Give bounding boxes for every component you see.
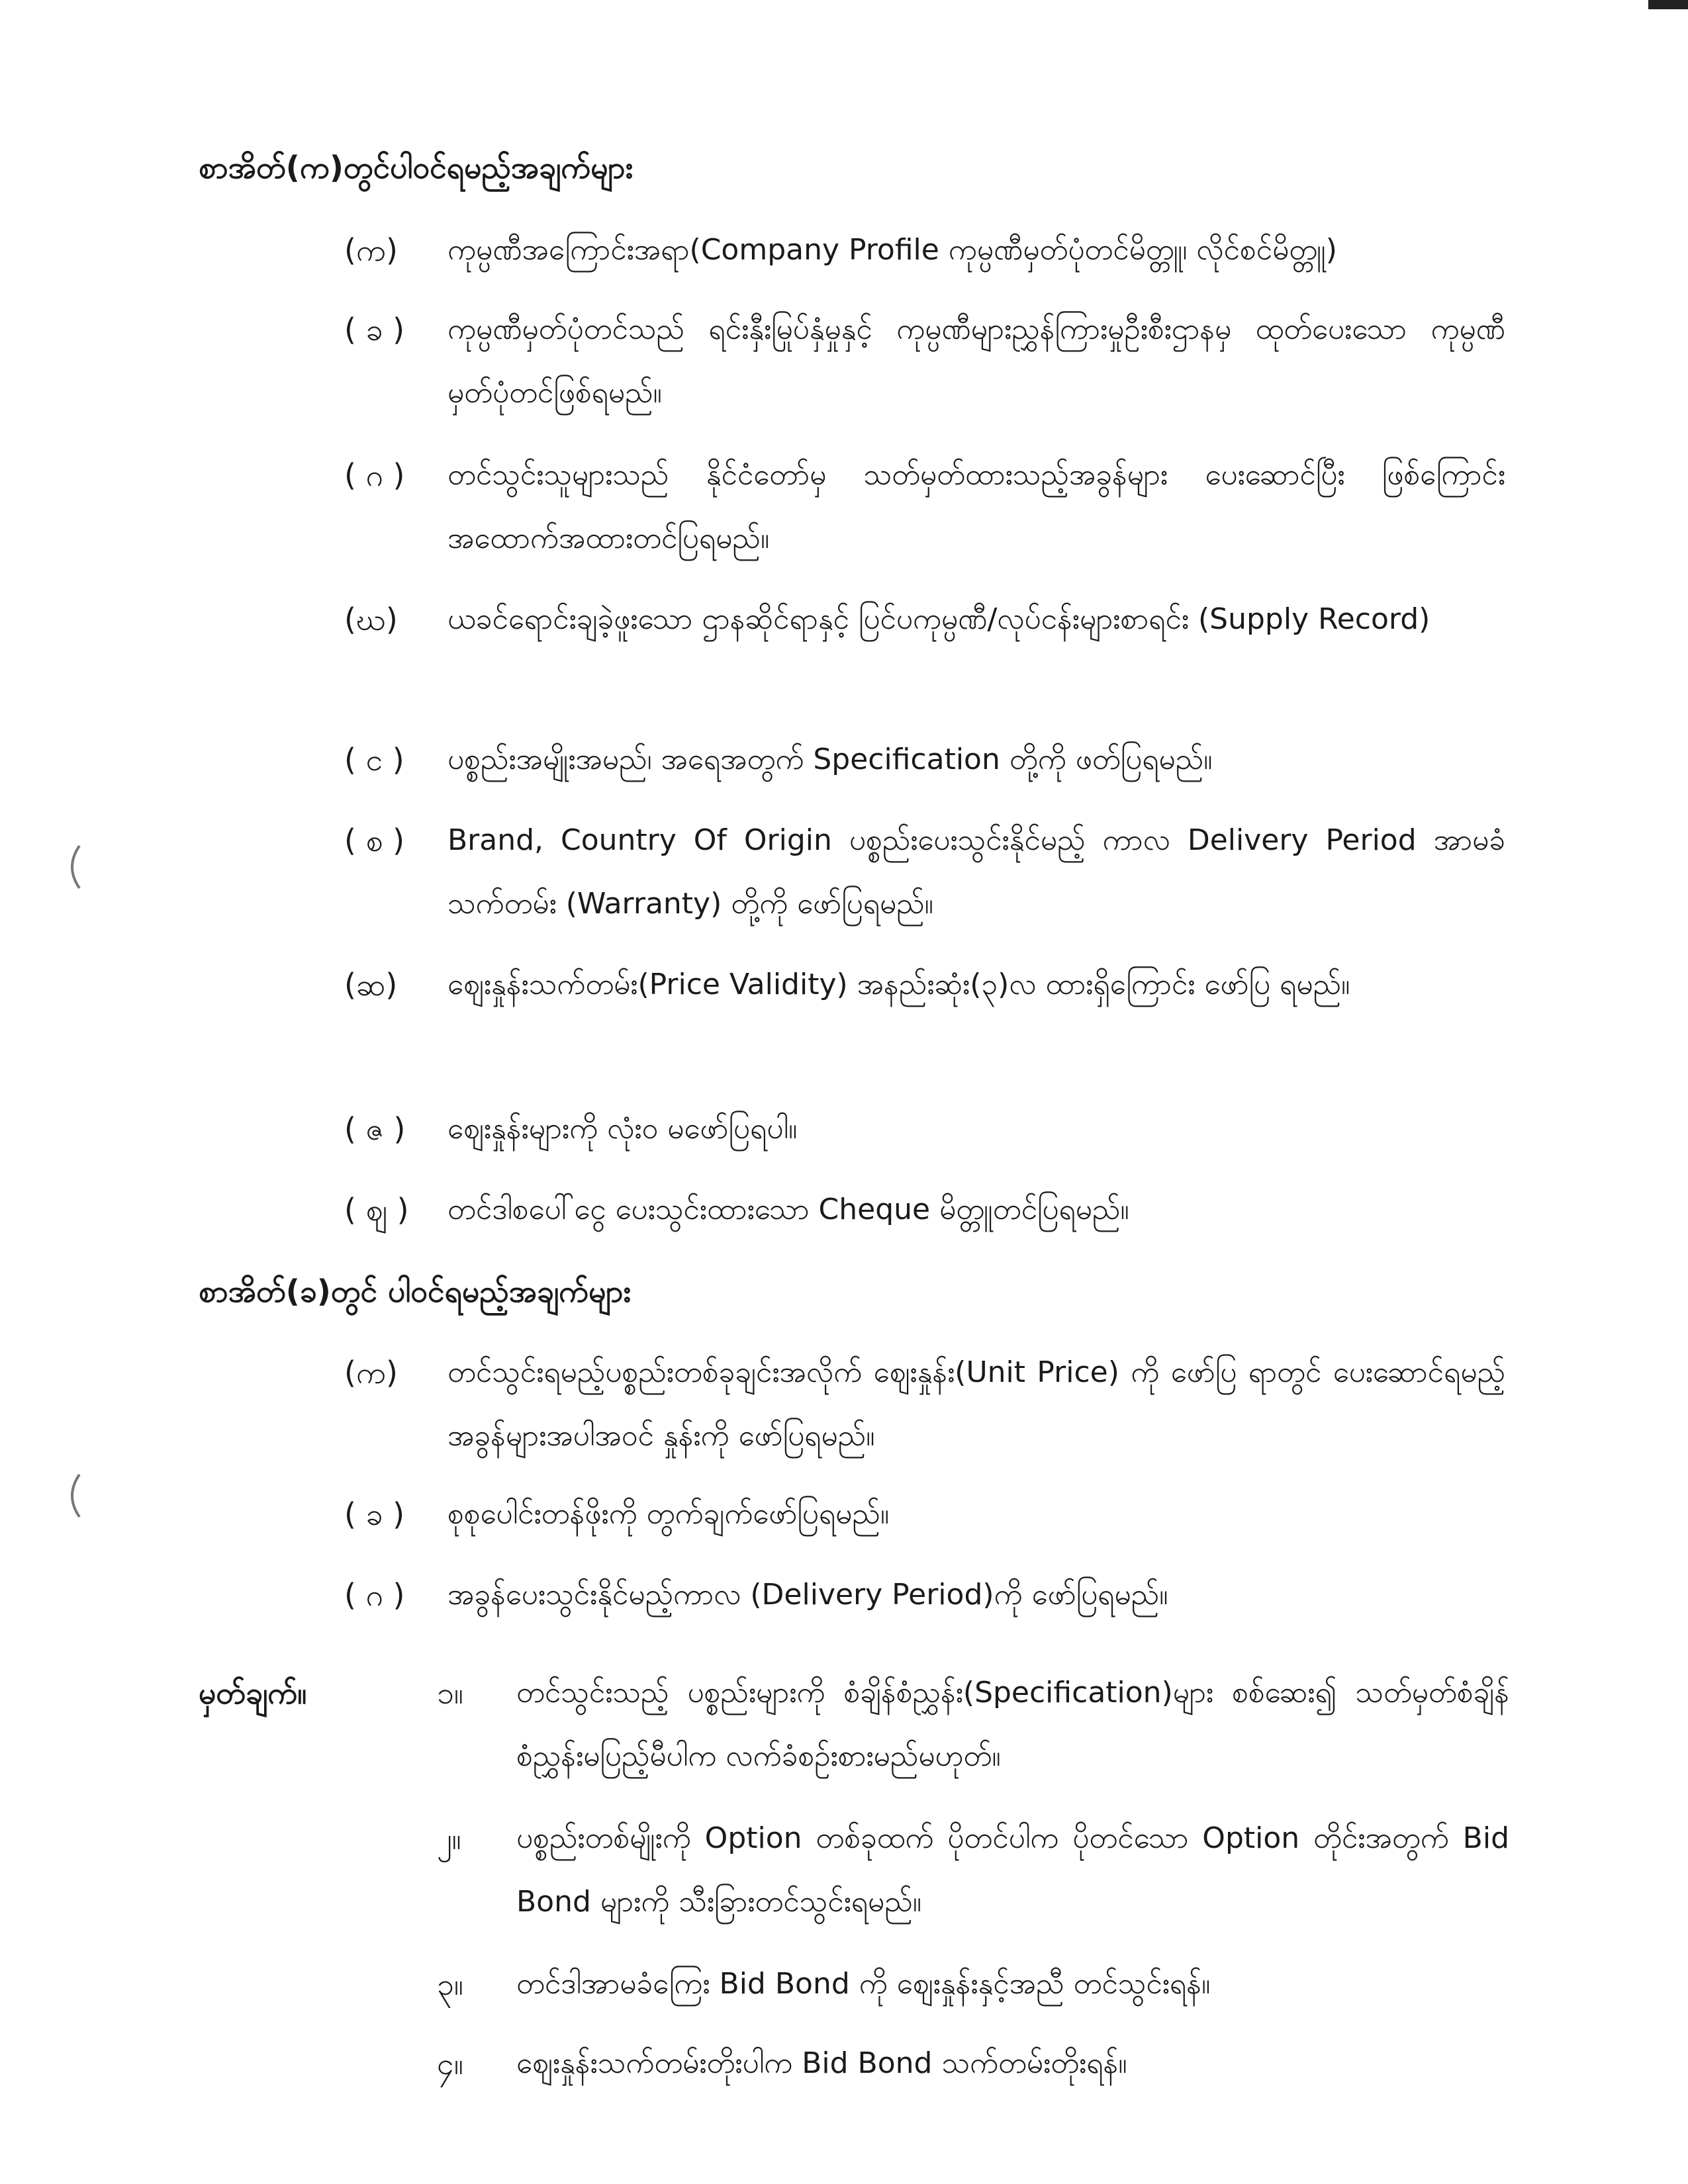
item-marker: (က): [344, 232, 398, 268]
item-marker: (ဃ): [344, 602, 398, 637]
item-text: ဈေးနှုန်းသက်တမ်း(Price Validity) အနည်းဆုံး(၃)လ ထားရှိကြောင်း ဖော်ပြ ရမည်။: [447, 968, 1350, 1001]
note-marker: ၂။: [437, 1821, 461, 1856]
item-marker: ( င ): [344, 742, 404, 778]
binder-hole-mark-upper: [60, 841, 99, 893]
note-text: ပစ္စည်းတစ်မျိုးကို Option တစ်ခုထက် ပိုတင်ပါက ပိုတင်သော Option တိုင်းအတွက် Bid Bond များကို သီးခြားတင်သွင်းရမည်။: [516, 1821, 1509, 1919]
item-text: ယခင်ရောင်းချခဲ့ဖူးသော ဌာနဆိုင်ရာနှင့် ပြင်ပကုမ္ပဏီ/လုပ်ငန်းများစာရင်း (Supply Record): [447, 602, 1430, 636]
item-text: စုစုပေါင်းတန်ဖိုးကို တွက်ချက်ဖော်ပြရမည်။: [447, 1497, 890, 1531]
item-text: တင်သွင်းသူများသည် နိုင်ငံတော်မှ သတ်မှတ်ထားသည့်အခွန်များ ပေးဆောင်ပြီး ဖြစ်ကြောင်း အထောက်အထားတင်ပြရမည်။: [447, 458, 1505, 555]
item-text: ကုမ္ပဏီအကြောင်းအရာ(Company Profile ကုမ္ပဏီမှတ်ပုံတင်မိတ္တူ၊ လိုင်စင်မိတ္တူ): [447, 233, 1337, 267]
item-text: တင်ဒါစပေါ်ငွေ ပေးသွင်းထားသော Cheque မိတ္တူတင်ပြရမည်။: [447, 1193, 1129, 1226]
section-a-heading: စာအိတ်(က)တွင်ပါဝင်ရမည့်အချက်များ: [199, 150, 633, 185]
binder-hole-mark-lower: [60, 1469, 99, 1522]
item-marker: ( စ ): [344, 823, 405, 858]
item-text: အခွန်ပေးသွင်းနိုင်မည့်ကာလ (Delivery Period)ကို ဖော်ပြရမည်။: [447, 1578, 1168, 1612]
item-text: ကုမ္ပဏီမှတ်ပုံတင်သည် ရင်းနှီးမြုပ်နှံမှုနှင့် ကုမ္ပဏီများညွှန်ကြားမှုဦးစီးဌာနမှ ထုတ်ပေးသော ကုမ္ပဏီမှတ်ပုံတင်ဖြစ်ရမည်။: [447, 312, 1505, 410]
item-marker: ( ဂ ): [344, 457, 405, 493]
item-marker: (က): [344, 1355, 398, 1390]
item-text: ပစ္စည်းအမျိုးအမည်၊ အရေအတွက် Specification တို့ကို ဖတ်ပြရမည်။: [447, 743, 1213, 776]
item-marker: (ဆ): [344, 967, 398, 1003]
item-marker: ( ဂ ): [344, 1577, 405, 1613]
note-text: တင်ဒါအာမခံကြေး Bid Bond ကို ဈေးနှုန်းနှင့်အညီ တင်သွင်းရန်။: [516, 1967, 1211, 2001]
section-b-heading: စာအိတ်(ခ)တွင် ပါဝင်ရမည့်အချက်များ: [199, 1273, 632, 1309]
item-marker: ( ခ ): [344, 1496, 405, 1532]
note-text: တင်သွင်းသည့် ပစ္စည်းများကို စံချိန်စံညွှန်း(Specification)များ စစ်ဆေး၍ သတ်မှတ်စံချိန်စံညွှန်းမပြည့်မီပါက လက်ခံစဉ်းစားမည်မဟုတ်။: [516, 1676, 1509, 1773]
note-marker: ၁။: [437, 1675, 463, 1711]
notes-label: မှတ်ချက်။: [199, 1675, 307, 1711]
item-text: တင်သွင်းရမည့်ပစ္စည်းတစ်ခုချင်းအလိုက် ဈေးနှုန်း(Unit Price) ကို ဖော်ပြ ရာတွင် ပေးဆောင်ရမည့်အခွန်များအပါအဝင် နှုန်းကို ဖော်ပြရမည်။: [447, 1355, 1505, 1453]
item-marker: ( ဈ ): [344, 1192, 409, 1228]
item-text: ဈေးနှုန်းများကို လုံးဝ မဖော်ပြရပါ။: [447, 1112, 798, 1146]
note-marker: ၃။: [437, 1966, 463, 2002]
item-marker: ( ဇ ): [344, 1111, 406, 1147]
item-marker: ( ခ ): [344, 312, 405, 347]
scan-artifact-top-right: [1635, 0, 1688, 26]
item-text: Brand, Country Of Origin ပစ္စည်းပေးသွင်းနိုင်မည့် ကာလ Delivery Period အာမခံသက်တမ်း (Warranty) တို့ကို ဖော်ပြရမည်။: [447, 823, 1505, 921]
note-marker: ၄။: [437, 2046, 463, 2081]
note-text: ဈေးနှုန်းသက်တမ်းတိုးပါက Bid Bond သက်တမ်းတိုးရန်။: [516, 2046, 1127, 2080]
